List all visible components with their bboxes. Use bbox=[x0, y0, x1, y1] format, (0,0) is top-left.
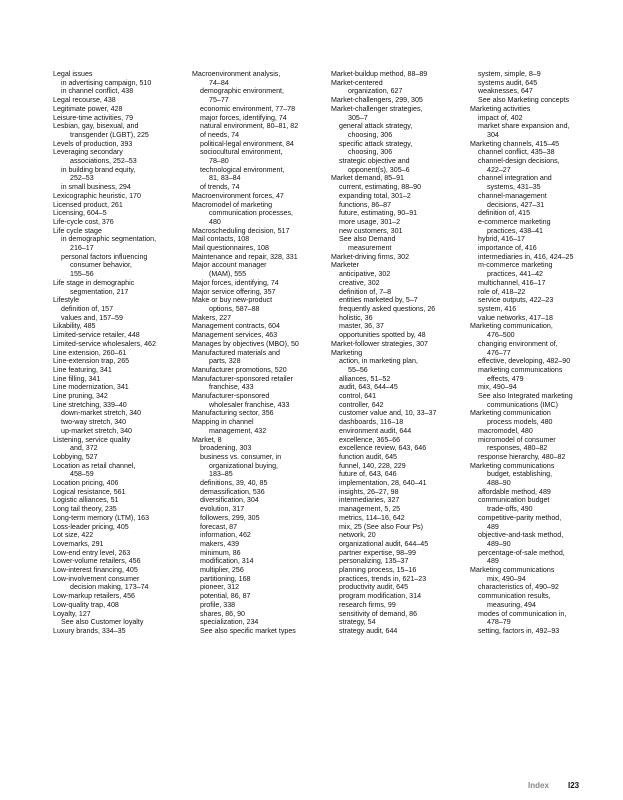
index-subentry: function audit, 645 bbox=[339, 452, 397, 461]
index-subentry: communication budget bbox=[478, 496, 550, 505]
index-subentry: management, 432 bbox=[209, 426, 267, 435]
index-subentry: excellence review, 643, 646 bbox=[339, 444, 427, 453]
index-entry: Manufactured materials and bbox=[192, 348, 280, 357]
index-subentry: 489–90 bbox=[487, 539, 511, 548]
index-subentry: holistic, 36 bbox=[339, 313, 373, 322]
index-entry: Lexicographic heuristic, 170 bbox=[53, 191, 141, 200]
index-subentry: consumer behavior, bbox=[70, 261, 132, 270]
index-entry: Location pricing, 406 bbox=[53, 479, 119, 488]
index-entry: Logical resistance, 561 bbox=[53, 487, 126, 496]
index-entry: Mail questionnaires, 108 bbox=[192, 244, 269, 253]
index-subentry: hybrid, 416–17 bbox=[478, 235, 525, 244]
index-entry: Low-quality trap, 408 bbox=[53, 600, 119, 609]
index-subentry: environment audit, 644 bbox=[339, 426, 412, 435]
page-number: I23 bbox=[568, 781, 580, 790]
index-entry: Market, 8 bbox=[192, 435, 222, 444]
page-footer bbox=[480, 781, 590, 793]
index-subentry: future of, 643, 646 bbox=[339, 470, 397, 479]
index-entry: Market-challengers, 299, 305 bbox=[331, 96, 423, 105]
index-entry: Macromodel of marketing bbox=[192, 200, 273, 209]
index-subentry: organizational buying, bbox=[209, 461, 279, 470]
index-subentry: excellence, 365–66 bbox=[339, 435, 401, 444]
index-column-4 bbox=[470, 70, 602, 636]
index-entry: Line-extension trap, 265 bbox=[53, 357, 130, 366]
index-subentry: e-commerce marketing bbox=[478, 217, 551, 226]
index-entry: Licensed product, 261 bbox=[53, 200, 123, 209]
index-subentry: potential, 86, 87 bbox=[200, 592, 251, 601]
index-entry: Marketing communication bbox=[470, 409, 551, 418]
index-subentry: franchise, 433 bbox=[209, 383, 254, 392]
index-subentry: followers, 299, 305 bbox=[200, 513, 260, 522]
index-subentry: parts, 328 bbox=[209, 357, 241, 366]
index-subentry: political-legal environment, 84 bbox=[200, 139, 294, 148]
index-subentry: mix, 490–94 bbox=[487, 574, 526, 583]
index-entry: Long-term memory (LTM), 163 bbox=[53, 513, 150, 522]
index-subentry: multichannel, 416–17 bbox=[478, 278, 546, 287]
index-subentry: program modification, 314 bbox=[339, 592, 422, 601]
index-subentry: functions, 86–87 bbox=[339, 200, 392, 209]
index-subentry: mix, 490–94 bbox=[478, 383, 517, 392]
index-subentry: modification, 314 bbox=[200, 557, 254, 566]
index-subentry: in channel conflict, 438 bbox=[61, 87, 134, 96]
index-subentry: opponent(s), 305–6 bbox=[348, 165, 410, 174]
index-entry: Make or buy new-product bbox=[192, 296, 273, 305]
index-subentry: in demographic segmentation, bbox=[61, 235, 157, 244]
index-subentry: technological environment, bbox=[200, 165, 285, 174]
index-subentry: service outputs, 422–23 bbox=[478, 296, 554, 305]
index-subentry: in small business, 294 bbox=[61, 183, 131, 192]
index-subentry: future, estimating, 90–91 bbox=[339, 209, 418, 218]
index-subentry: and, 372 bbox=[70, 444, 98, 453]
index-entry: Macroenvironment forces, 47 bbox=[192, 191, 284, 200]
index-subentry: channel-management bbox=[478, 191, 547, 200]
index-subentry: economic environment, 77–78 bbox=[200, 104, 296, 113]
index-subentry: intermediaries in, 416, 424–25 bbox=[478, 252, 574, 261]
index-subentry: communication processes, bbox=[209, 209, 293, 218]
index-subentry: changing environment of, bbox=[478, 339, 558, 348]
index-subentry: partitioning, 168 bbox=[200, 574, 251, 583]
index-subentry: choosing, 306 bbox=[348, 130, 393, 139]
index-subentry: action, in marketing plan, bbox=[339, 357, 418, 366]
index-subentry: See also Demand bbox=[339, 235, 396, 244]
index-subentry: research firms, 99 bbox=[339, 600, 396, 609]
index-subentry: strategy, 54 bbox=[339, 618, 376, 627]
index-subentry: 183–85 bbox=[209, 470, 233, 479]
index-subentry: two-way stretch, 340 bbox=[61, 418, 127, 427]
index-subentry: setting, factors in, 492–93 bbox=[478, 627, 560, 635]
index-subentry: decision making, 173–74 bbox=[70, 583, 149, 592]
index-subentry: choosing, 306 bbox=[348, 148, 393, 157]
index-subentry: control, 641 bbox=[339, 392, 377, 401]
index-entry: Life-cycle cost, 376 bbox=[53, 217, 114, 226]
index-subentry: creative, 302 bbox=[339, 278, 380, 287]
index-entry: Marketer bbox=[331, 261, 359, 270]
index-entry: Marketing activities bbox=[470, 104, 531, 113]
index-subentry: minimum, 86 bbox=[200, 548, 241, 557]
index-entry: Macroenvironment analysis, bbox=[192, 70, 281, 78]
index-subentry: specialization, 234 bbox=[200, 618, 259, 627]
index-subentry: 422–27 bbox=[487, 165, 511, 174]
index-subentry: opportunities spotted by, 48 bbox=[339, 331, 426, 340]
index-entry: Marketing bbox=[331, 348, 363, 357]
index-subentry: communication results, bbox=[478, 592, 551, 601]
index-subentry: organization, 627 bbox=[348, 87, 403, 96]
index-subentry: definition of, 157 bbox=[61, 304, 114, 313]
index-subentry: characteristics of, 490–92 bbox=[478, 583, 559, 592]
index-column-2 bbox=[192, 70, 324, 636]
index-subentry: (MAM), 555 bbox=[209, 270, 247, 279]
index-subentry: information, 462 bbox=[200, 531, 251, 540]
index-subentry: 458–59 bbox=[70, 470, 94, 479]
index-subentry: evolution, 317 bbox=[200, 505, 245, 514]
index-entry: Marketing communication, bbox=[470, 322, 553, 331]
index-subentry: up-market stretch, 340 bbox=[61, 426, 132, 435]
index-entry: Life stage in demographic bbox=[53, 278, 135, 287]
index-subentry: 74–84 bbox=[209, 78, 229, 87]
index-entry: Legal issues bbox=[53, 70, 93, 78]
index-subentry: specific attack strategy, bbox=[339, 139, 413, 148]
index-subentry: values and, 157–59 bbox=[61, 313, 123, 322]
index-subentry: process models, 480 bbox=[487, 418, 553, 427]
index-subentry: 489 bbox=[487, 522, 499, 531]
index-subentry: definitions, 39, 40, 85 bbox=[200, 479, 268, 488]
index-subentry: expanding total, 301–2 bbox=[339, 191, 411, 200]
index-subentry: forecast, 87 bbox=[200, 522, 238, 531]
index-subentry: budget, establishing, bbox=[487, 470, 553, 479]
index-subentry: effects, 479 bbox=[487, 374, 524, 383]
index-entry: Licensing, 604–5 bbox=[53, 209, 107, 218]
index-subentry: sociocultural environment, bbox=[200, 148, 283, 157]
index-subentry: See also specific market types bbox=[200, 627, 296, 635]
index-entry: Manages by objectives (MBO), 50 bbox=[192, 339, 299, 348]
index-entry: Lobbying, 527 bbox=[53, 452, 98, 461]
index-entry: Mail contacts, 108 bbox=[192, 235, 250, 244]
index-subentry: audit, 643, 644–45 bbox=[339, 383, 398, 392]
index-subentry: objective-and-task method, bbox=[478, 531, 564, 540]
index-subentry: pioneer, 312 bbox=[200, 583, 240, 592]
index-subentry: practices, 441–42 bbox=[487, 270, 543, 279]
index-entry: Maintenance and repair, 328, 331 bbox=[192, 252, 298, 261]
index-subentry: system, simple, 8–9 bbox=[478, 70, 541, 78]
index-subentry: down-market stretch, 340 bbox=[61, 409, 142, 418]
index-entry: Market-follower strategies, 307 bbox=[331, 339, 428, 348]
index-subentry: more usage, 301–2 bbox=[339, 217, 401, 226]
index-entry: Leisure-time activities, 79 bbox=[53, 113, 134, 122]
index-subentry: of trends, 74 bbox=[200, 183, 240, 192]
index-subentry: general attack strategy, bbox=[339, 122, 413, 131]
index-entry: Limited-service wholesalers, 462 bbox=[53, 339, 156, 348]
index-subentry: intermediaries, 327 bbox=[339, 496, 400, 505]
index-entry: Major account manager bbox=[192, 261, 267, 270]
index-entry: Makers, 227 bbox=[192, 313, 232, 322]
index-subentry: multiplier, 256 bbox=[200, 566, 244, 575]
index-subentry: diversification, 304 bbox=[200, 496, 259, 505]
index-entry: Legal recourse, 438 bbox=[53, 96, 116, 105]
index-subentry: strategy audit, 644 bbox=[339, 627, 398, 635]
index-subentry: role of, 418–22 bbox=[478, 287, 526, 296]
index-column-3 bbox=[331, 70, 463, 636]
index-entry: Manufacturer promotions, 520 bbox=[192, 365, 287, 374]
index-subentry: demographic environment, bbox=[200, 87, 284, 96]
index-entry: Mapping in channel bbox=[192, 418, 254, 427]
index-subentry: 81, 83–84 bbox=[209, 174, 241, 183]
index-entry: Logistic alliances, 51 bbox=[53, 496, 119, 505]
index-subentry: natural environment, 80–81, 82 bbox=[200, 122, 299, 131]
index-subentry: network, 20 bbox=[339, 531, 376, 540]
index-subentry: personalizing, 135–37 bbox=[339, 557, 409, 566]
index-entry: Luxury brands, 334–35 bbox=[53, 627, 126, 635]
index-subentry: major forces, identifying, 74 bbox=[200, 113, 287, 122]
index-column-1 bbox=[53, 70, 185, 636]
index-entry: Long tail theory, 235 bbox=[53, 505, 117, 514]
index-subentry: m-commerce marketing bbox=[478, 261, 553, 270]
index-subentry: channel conflict, 435–38 bbox=[478, 148, 555, 157]
index-subentry: broadening, 303 bbox=[200, 444, 252, 453]
index-subentry: weaknesses, 647 bbox=[478, 87, 533, 96]
index-subentry: 216–17 bbox=[70, 244, 94, 253]
index-subentry: 476–500 bbox=[487, 331, 515, 340]
index-subentry: system, 416 bbox=[478, 304, 517, 313]
index-subentry: 480 bbox=[209, 217, 221, 226]
index-entry: Loyalty, 127 bbox=[53, 609, 91, 618]
index-entry: Manufacturing sector, 356 bbox=[192, 409, 274, 418]
index-subentry: importance of, 416 bbox=[478, 244, 537, 253]
index-entry: Low-involvement consumer bbox=[53, 574, 140, 583]
index-entry: Line stretching, 339–40 bbox=[53, 400, 127, 409]
index-subentry: trade-offs, 490 bbox=[487, 505, 533, 514]
index-entry: Manufacturer-sponsored bbox=[192, 392, 270, 401]
index-entry: Line featuring, 341 bbox=[53, 365, 112, 374]
index-subentry: mix, 25 (See also Four Ps) bbox=[339, 522, 423, 531]
index-subentry: marketing communications bbox=[478, 365, 563, 374]
index-entry: Line modernization, 341 bbox=[53, 383, 129, 392]
index-subentry: See also Marketing concepts bbox=[478, 96, 570, 105]
index-subentry: implementation, 28, 640–41 bbox=[339, 479, 427, 488]
index-subentry: new customers, 301 bbox=[339, 226, 403, 235]
index-subentry: responses, 480–82 bbox=[487, 444, 548, 453]
index-entry: Line filling, 341 bbox=[53, 374, 101, 383]
index-subentry: master, 36, 37 bbox=[339, 322, 384, 331]
index-entry: Line extension, 260–61 bbox=[53, 348, 127, 357]
index-subentry: channel-design decisions, bbox=[478, 157, 560, 166]
index-subentry: percentage-of-sale method, bbox=[478, 548, 565, 557]
index-subentry: See also Customer loyalty bbox=[61, 618, 144, 627]
index-subentry: 78–80 bbox=[209, 157, 229, 166]
index-subentry: alliances, 51–52 bbox=[339, 374, 391, 383]
index-subentry: sensitivity of demand, 86 bbox=[339, 609, 418, 618]
index-subentry: 75–77 bbox=[209, 96, 229, 105]
index-subentry: response hierarchy, 480–82 bbox=[478, 452, 566, 461]
index-subentry: communications (IMC) bbox=[487, 400, 558, 409]
index-subentry: modes of communication in, bbox=[478, 609, 567, 618]
index-subentry: controller, 642 bbox=[339, 400, 384, 409]
index-subentry: 476–77 bbox=[487, 348, 511, 357]
index-subentry: strategic objective and bbox=[339, 157, 410, 166]
index-subentry: 305–7 bbox=[348, 113, 368, 122]
footer-section-label: Index bbox=[528, 781, 549, 790]
index-subentry: 478–79 bbox=[487, 618, 511, 627]
index-entry: Legitimate power, 428 bbox=[53, 104, 123, 113]
index-subentry: personal factors influencing bbox=[61, 252, 148, 261]
index-entry: Marketing channels, 415–45 bbox=[470, 139, 560, 148]
index-subentry: practices, 438–41 bbox=[487, 226, 543, 235]
index-subentry: entities marketed by, 5–7 bbox=[339, 296, 418, 305]
index-subentry: definition of, 415 bbox=[478, 209, 531, 218]
index-subentry: frequently asked questions, 26 bbox=[339, 304, 436, 313]
index-subentry: channel integration and bbox=[478, 174, 552, 183]
index-entry: Market-challenger strategies, bbox=[331, 104, 423, 113]
index-subentry: 155–56 bbox=[70, 270, 94, 279]
index-subentry: funnel, 140, 228, 229 bbox=[339, 461, 406, 470]
index-subentry: 304 bbox=[487, 130, 499, 139]
index-entry: Low-end entry level, 263 bbox=[53, 548, 131, 557]
index-subentry: planning process, 15–16 bbox=[339, 566, 417, 575]
index-subentry: productivity audit, 645 bbox=[339, 583, 409, 592]
index-entry: Market-buildup method, 88–89 bbox=[331, 70, 428, 78]
index-entry: Line pruning, 342 bbox=[53, 392, 108, 401]
index-subentry: profile, 338 bbox=[200, 600, 236, 609]
index-subentry: options, 587–88 bbox=[209, 304, 260, 313]
index-subentry: See also Integrated marketing bbox=[478, 392, 573, 401]
index-entry: Lesbian, gay, bisexual, and bbox=[53, 122, 139, 131]
index-entry: Lifestyle bbox=[53, 296, 80, 305]
index-subentry: partner expertise, 98–99 bbox=[339, 548, 416, 557]
index-entry: Marketing communications bbox=[470, 461, 555, 470]
index-subentry: practices, trends in, 621–23 bbox=[339, 574, 427, 583]
index-entry: Low-interest financing, 405 bbox=[53, 566, 138, 575]
index-subentry: 488–90 bbox=[487, 479, 511, 488]
index-subentry: customer value and, 10, 33–37 bbox=[339, 409, 437, 418]
index-subentry: metrics, 114–16, 642 bbox=[339, 513, 405, 522]
index-subentry: micromodel of consumer bbox=[478, 435, 556, 444]
index-subentry: affordable method, 489 bbox=[478, 487, 551, 496]
index-entry: Major service offering, 357 bbox=[192, 287, 276, 296]
index-subentry: shares, 86, 90 bbox=[200, 609, 245, 618]
index-subentry: makers, 439 bbox=[200, 539, 240, 548]
index-subentry: management, 5, 25 bbox=[339, 505, 401, 514]
index-entry: Major forces, identifying, 74 bbox=[192, 278, 279, 287]
index-subentry: associations, 252–53 bbox=[70, 157, 137, 166]
index-subentry: measuring, 494 bbox=[487, 600, 536, 609]
index-subentry: wholesaler franchise, 433 bbox=[209, 400, 290, 409]
index-subentry: decisions, 427–31 bbox=[487, 200, 545, 209]
index-entry: Levels of production, 393 bbox=[53, 139, 133, 148]
index-subentry: transgender (LGBT), 225 bbox=[70, 130, 149, 139]
index-entry: Market-centered bbox=[331, 78, 383, 87]
index-subentry: anticipative, 302 bbox=[339, 270, 391, 279]
index-entry: Manufacturer-sponsored retailer bbox=[192, 374, 293, 383]
index-entry: Likability, 485 bbox=[53, 322, 96, 331]
index-subentry: market share expansion and, bbox=[478, 122, 570, 131]
index-subentry: demassification, 536 bbox=[200, 487, 265, 496]
index-subentry: value networks, 417–18 bbox=[478, 313, 553, 322]
index-entry: Lot size, 422 bbox=[53, 531, 94, 540]
index-subentry: competitive-parity method, bbox=[478, 513, 562, 522]
index-entry: Low-markup retailers, 456 bbox=[53, 592, 136, 601]
index-subentry: organizational audit, 644–45 bbox=[339, 539, 429, 548]
index-subentry: measurement bbox=[348, 244, 392, 253]
index-entry: Macroscheduling decision, 517 bbox=[192, 226, 290, 235]
index-subentry: effective, developing, 482–90 bbox=[478, 357, 571, 366]
index-entry: Marketing communications bbox=[470, 566, 555, 575]
index-entry: Life cycle stage bbox=[53, 226, 102, 235]
index-subentry: 55–56 bbox=[348, 365, 368, 374]
index-entry: Leveraging secondary bbox=[53, 148, 123, 157]
index-entry: Listening, service quality bbox=[53, 435, 131, 444]
index-subentry: definition of, 7–8 bbox=[339, 287, 392, 296]
index-entry: Market-driving firms, 302 bbox=[331, 252, 410, 261]
index-subentry: in advertising campaign, 510 bbox=[61, 78, 152, 87]
index-subentry: in building brand equity, bbox=[61, 165, 136, 174]
index-subentry: impact of, 402 bbox=[478, 113, 523, 122]
index-entry: Management services, 463 bbox=[192, 331, 278, 340]
index-subentry: 252–53 bbox=[70, 174, 94, 183]
index-subentry: 489 bbox=[487, 557, 499, 566]
index-subentry: macromodel, 480 bbox=[478, 426, 533, 435]
index-subentry: business vs. consumer, in bbox=[200, 452, 282, 461]
index-entry: Loss-leader pricing, 405 bbox=[53, 522, 129, 531]
index-entry: Location as retail channel, bbox=[53, 461, 136, 470]
index-subentry: insights, 26–27, 98 bbox=[339, 487, 399, 496]
index-entry: Lower-volume retailers, 456 bbox=[53, 557, 141, 566]
index-subentry: of needs, 74 bbox=[200, 130, 240, 139]
index-subentry: dashboards, 116–18 bbox=[339, 418, 404, 427]
index-entry: Market demand, 85–91 bbox=[331, 174, 404, 183]
index-subentry: systems audit, 645 bbox=[478, 78, 538, 87]
index-subentry: systems, 431–35 bbox=[487, 183, 541, 192]
index-subentry: segmentation, 217 bbox=[70, 287, 129, 296]
index-entry: Management contracts, 604 bbox=[192, 322, 280, 331]
index-subentry: current, estimating, 88–90 bbox=[339, 183, 422, 192]
index-entry: Limited-service retailer, 448 bbox=[53, 331, 140, 340]
index-entry: Lovemarks, 291 bbox=[53, 539, 104, 548]
